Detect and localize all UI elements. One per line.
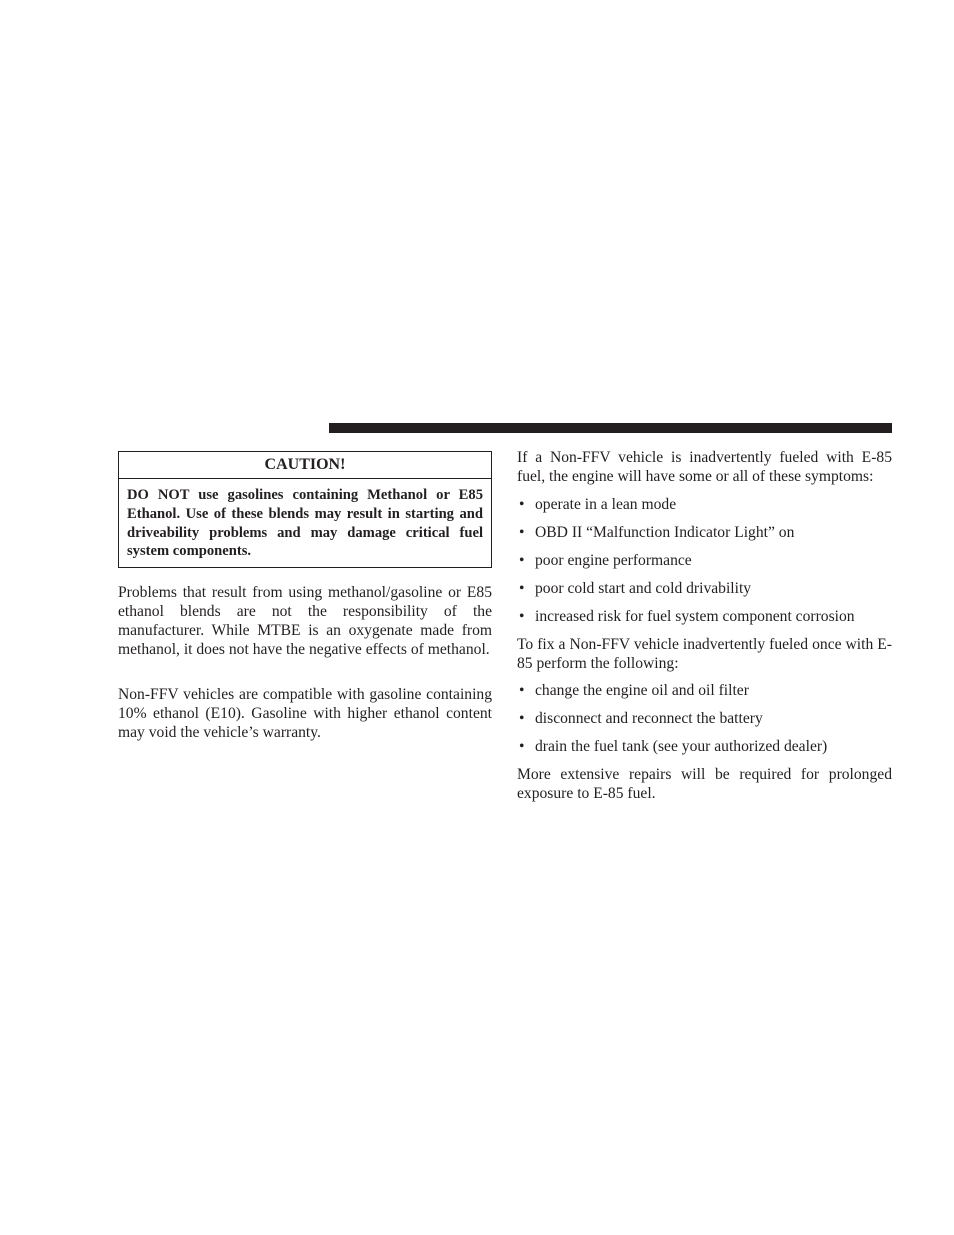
list-item bbox=[517, 552, 892, 571]
list-item bbox=[517, 682, 892, 701]
fix-steps-list bbox=[517, 682, 892, 757]
symptoms-list bbox=[517, 496, 892, 627]
bullet-icon: • bbox=[519, 551, 525, 569]
list-item bbox=[517, 524, 892, 543]
list-item-text: disconnect and reconnect the battery bbox=[535, 710, 763, 728]
caution-body: DO NOT use gasolines containing Methanol or E85 Ethanol. Use of these blends may result in starting and driveability problems and may damage critical fuel system components. bbox=[127, 487, 483, 560]
closing-paragraph: More extensive repairs will be required for prolonged exposure to E-85 fuel. bbox=[517, 766, 892, 803]
left-column bbox=[118, 451, 492, 743]
list-item-text: operate in a lean mode bbox=[535, 495, 677, 513]
list-item-text: drain the fuel tank (see your authorized dealer) bbox=[535, 738, 828, 756]
list-item-text: increased risk for fuel system component corrosion bbox=[535, 607, 855, 625]
non-ffv-compatibility-paragraph: Non-FFV vehicles are compatible with gasoline containing 10% ethanol (E10). Gasoline with higher ethanol content may void the vehicle’s warranty. bbox=[118, 686, 492, 741]
bullet-icon: • bbox=[519, 607, 525, 625]
caution-title: CAUTION! bbox=[119, 452, 491, 479]
bullet-icon: • bbox=[519, 523, 525, 541]
symptoms-intro-paragraph: If a Non-FFV vehicle is inadvertently fueled with E-85 fuel, the engine will have some or all of these symptoms: bbox=[517, 449, 892, 485]
bullet-icon: • bbox=[519, 682, 525, 700]
list-item bbox=[517, 738, 892, 757]
right-column bbox=[517, 449, 892, 804]
list-item bbox=[517, 580, 892, 599]
list-item-text: change the engine oil and oil filter bbox=[535, 682, 749, 700]
list-item bbox=[517, 496, 892, 515]
bullet-icon: • bbox=[519, 710, 525, 728]
fix-intro-paragraph: To fix a Non-FFV vehicle inadvertently fueled once with E-85 perform the following: bbox=[517, 635, 892, 672]
list-item-text: poor engine performance bbox=[535, 551, 692, 569]
list-item-text: OBD II “Malfunction Indicator Light” on bbox=[535, 523, 795, 541]
bullet-icon: • bbox=[519, 495, 525, 513]
caution-box bbox=[118, 451, 492, 568]
bullet-icon: • bbox=[519, 579, 525, 597]
methanol-responsibility-paragraph: Problems that result from using methanol/gasoline or E85 ethanol blends are not the responsibility of the manufacturer. While MTBE is an oxygenate made from methanol, it does not have the negative effects of methanol. bbox=[118, 584, 492, 658]
bullet-icon: • bbox=[519, 738, 525, 756]
list-item bbox=[517, 608, 892, 627]
list-item-text: poor cold start and cold drivability bbox=[535, 579, 752, 597]
section-header-rule bbox=[329, 423, 892, 433]
list-item bbox=[517, 710, 892, 729]
